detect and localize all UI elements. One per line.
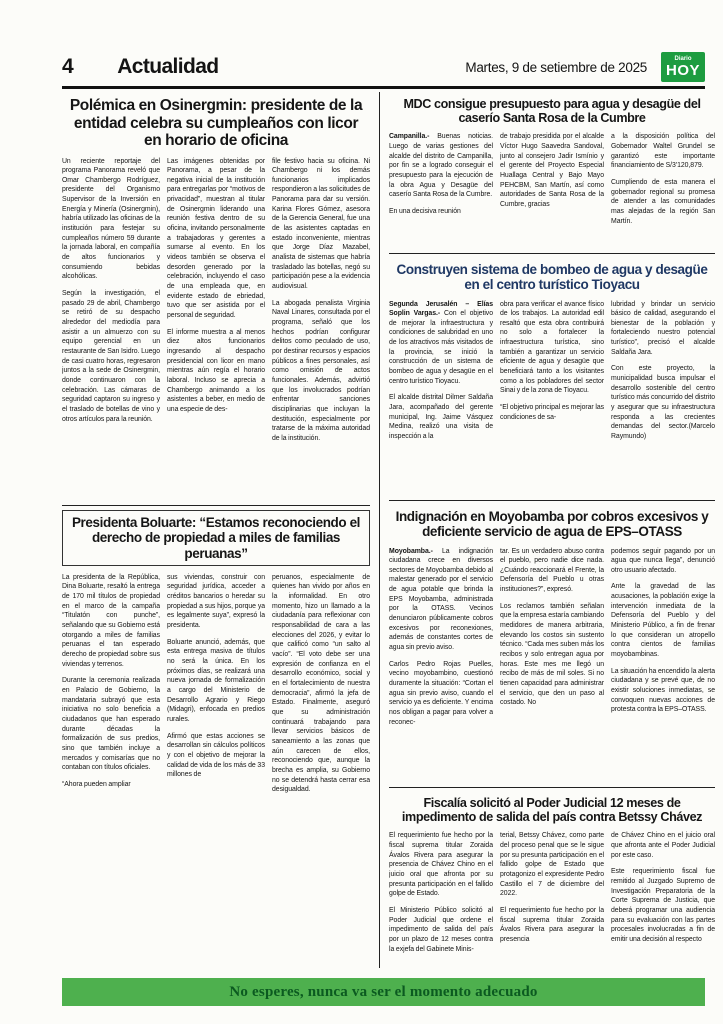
article-headline: Indignación en Moyobamba por cobros excesivos y deficiente servicio de agua de EPS–OTASS: [395, 509, 709, 540]
page-header: [62, 48, 705, 89]
article-column: [500, 300, 604, 442]
bottom-ad-banner: [62, 978, 705, 1006]
article-column: [167, 157, 265, 444]
paragraph: El requerimiento fue hecho por la fiscal suprema titular Zoraida Ávalos Rivera para asegurar la presencia: [500, 907, 604, 943]
paragraph: “Ahora pueden ampliar: [62, 780, 131, 788]
paragraph: Las imágenes obtenidas por Panorama, a pesar de la negativa inicial de la institución para entregarlas por “motivos de privacidad”, muestran al titular de Osinergmin liderando una reunión festiva dentro de su oficina, invitando personalmente a trabajadoras y gerentes a sumarse al evento. En los videos también se observa el desorden generado por la celebración, incluyendo el caso de una empleada que, en evidente estado de ebriedad, tuvo que ser asistida por el personal de seguridad.: [167, 157, 265, 319]
paragraph: de Chávez Chino en el juicio oral que afronta ante el Poder Judicial por este caso.: [611, 832, 715, 859]
paragraph: obra para verificar el avance físico de los trabajos. La autoridad edil resaltó que esta obra contribuirá no solo a fortalecer la infraestructura turística, sino también a garantizar un servicio eficiente de agua y desagüe que beneficiará tanto a los visitantes como a los pobladores del sector Sinai y de la zona de Tioyacu.: [500, 300, 604, 395]
paragraph: El alcalde distrital Dilmer Saldaña Jara, acompañado del gerente municipal, Ing. Jaime Vásquez Medina, realizó una visita de inspección a la: [389, 394, 493, 441]
paragraph: de trabajo presidida por el alcalde Víctor Hugo Saavedra Sandoval, junto al consejero Jadir Ismínio y el gerente del Proyecto Especial Huallaga Central y Bajo Mayo PEHCBM, San Martín, así como autoridades de Santa Rosa de la Cumbre, gracias: [500, 133, 604, 209]
paragraph: terial, Betssy Chávez, como parte del proceso penal que se le sigue por su presunta participación en el fallido golpe de Estado que protagonizo el expresidente Pedro Castillo el 7 de diciembre del 2022.: [500, 832, 604, 898]
paragraph: Ante la gravedad de las acusaciones, la población exige la intervención inmediata de la Defensoría del Pueblo y del Ministerio Público, a fin de frenar lo que consideran un atropello contra cientos de familias moyobambinas.: [611, 583, 715, 659]
article-column: [611, 547, 715, 728]
left-column: [62, 92, 380, 968]
article-body: [389, 300, 715, 442]
article-divider: [389, 500, 715, 501]
paragraph: Boluarte anunció, además, que esta entrega masiva de títulos no será la única. En los próximos días, se realizará una nueva jornada de formalización a cargo del Ministerio de Desarrollo Agrario y Riego (Midagri), enfocada en predios rurales.: [167, 638, 265, 723]
article-column: [272, 157, 370, 444]
article-headline: MDC consigue presupuesto para agua y desagüe del caserío Santa Rosa de la Cumbre: [403, 97, 701, 126]
article-body: [389, 831, 715, 954]
paragraph: La situación ha encendido la alerta ciudadana y se prevé que, de no existir soluciones inmediatas, se convoquen nuevas acciones de protesta contra la EPS–OTASS.: [611, 667, 715, 714]
article-column: [62, 573, 160, 795]
article-headline: Presidenta Boluarte: “Estamos reconociendo el derecho de propiedad a miles de familias peruanas”: [62, 510, 370, 566]
paragraph: Con este proyecto, la municipalidad busca impulsar el desarrollo sostenible del centro turístico más concurrido del distrito y asegurar que su infraestructura responda a las crecientes demandas del sector.(Marcelo Raymundo): [611, 365, 715, 441]
paragraph: file festivo hacia su oficina. Ni Chambergo ni los demás funcionarios implicados respondieron a las solicitudes de Panorama para dar su versión. Karina Flores Gómez, asesora de la Gerencia General, fue una de las asistentes captadas en estado inconveniente, mientras que Jorge Díaz Mazabel, analista de sistemas que habría trasladado las botellas, negó su participación pese a la evidencia audiovisual.: [272, 157, 370, 291]
article-body: [62, 157, 370, 444]
article-column: [389, 300, 493, 442]
article-column: [272, 573, 370, 795]
article-column: [611, 831, 715, 954]
article-column: [611, 300, 715, 442]
paragraph: Los reclamos también señalan que la empresa estaría cambiando medidores de manera arbitraria, elevando los costos sin sustento técnico. “Cada mes suben más los recibos y solo entregan agua por horas. Este mes me llegó un recibo de más de mil soles. Si no tienen capacidad para administrar el servicio, que den un paso al costado. No: [500, 602, 604, 707]
article-tioyacu: [389, 257, 715, 497]
paragraph: Durante la ceremonia realizada en Palacio de Gobierno, la mandataria subrayó que esta iniciativa no solo beneficia a ciudadanos que han esperado durante décadas la formalización de sus predios, sino que también incluye a mercados y comisarías que no contaban con títulos oficiales.: [62, 677, 160, 772]
paragraph: El informe muestra a al menos diez altos funcionarios ingresando al despacho presidencial con licor en mano mientras aún regía el horario laboral. Incluso se aprecia a Chambergo animando a los asistentes a beber, en medio de una especie de des-: [167, 328, 265, 413]
article-column: [500, 831, 604, 954]
paragraph: La presidenta de la República, Dina Boluarte, resaltó la entrega de 170 mil títulos de propiedad en el marco de la campaña “Titulatón con punche”, señalando que su Gobierno está otorgando a miles de familias peruanas el tan esperado derecho de propiedad sobre sus viviendas y terrenos.: [62, 573, 160, 668]
paragraph: Un reciente reportaje del programa Panorama reveló que Omar Chambergo Rodríguez, presidente del Organismo Supervisor de la Inversión en Energía y Minería (Osinergmin), habría utilizado las oficinas de la institución para festejar su cumpleaños número 59 durante la jornada laboral, en compañía de altos funcionarios y consumiendo bebidas alcohólicas.: [62, 157, 160, 281]
paragraph: Según la investigación, el pasado 29 de abril, Chambergo se retiró de su despacho alrededor del mediodía para asistir a un almuerzo con su equipo gerencial en un restaurante de San Isidro. Luego de casi cuatro horas, regresaron juntos a la sede de Osinergmin, donde continuaron con la celebración. Las cámaras de seguridad captaron su ingreso y el traslado de botellas de vino y otros artículos para la reunión.: [62, 290, 160, 423]
article-body: [389, 132, 715, 226]
paragraph: En una decisiva reunión: [389, 208, 461, 216]
logo-wordmark: HOY: [665, 62, 700, 79]
banner-slogan: No esperes, nunca va ser el momento adecuado: [229, 983, 538, 1000]
article-osinergmin: [62, 92, 370, 506]
paragraph: Moyobamba.- La indignación ciudadana crece en diversos sectores de Moyobamba debido al malestar generado por el servicio de agua potable que brinda la EPS Moyobamba, administrada por la OTASS. Vecinos denunciaron públicamente cobros excesivos por reconexiones, además de constantes cortes de agua sin previo aviso.: [389, 547, 493, 652]
article-column: [500, 547, 604, 728]
article-headline: Fiscalía solicitó al Poder Judicial 12 meses de impedimento de salida del país contra Betssy Chávez: [401, 796, 703, 825]
article-column: [167, 573, 265, 795]
page-number: 4: [62, 55, 74, 78]
article-fiscalia-betssy-chavez: [389, 791, 715, 968]
paragraph: El requerimiento fue hecho por la fiscal suprema titular Zoraida Ávalos Rivera para asegurar la presencia de Chávez Chino en el juicio oral que afronta por su presunta participación en el fallido golpe de Estado.: [389, 832, 493, 898]
article-mdc-santa-rosa: [389, 92, 715, 250]
article-divider: [389, 787, 715, 788]
paragraph: “El objetivo principal es mejorar las condiciones de sa-: [500, 404, 604, 421]
paragraph: Cumpliendo de esta manera el gobernador regional su promesa de atender a las comunidades mas alejadas de la región San Martín.: [611, 179, 715, 225]
article-body: [389, 547, 715, 728]
paragraph: podemos seguir pagando por un agua que nunca llega”, denunció otro usuario afectado.: [611, 547, 715, 574]
paragraph: Carlos Pedro Rojas Puelles, vecino moyobambino, cuestionó duramente la situación: “Cortan el agua sin previo aviso, cuando el servicio ya es deficiente. Y encima nos obligan a pagar para volver a reconec-: [389, 660, 493, 726]
logo-kicker: Diario: [674, 56, 692, 62]
paragraph: La abogada penalista Virginia Naval Linares, consultada por el programa, señaló que los hechos podrían configurar delitos como peculado de uso, por destinar recursos y espacios públicos a fines personales, así como omisión de actos funcionales. Además, advirtió que los involucrados podrían enfrentar sanciones disciplinarias que incluyan la destitución, especialmente por tratarse de la máxima autoridad de la institución.: [272, 299, 370, 442]
content-area: [62, 92, 715, 968]
article-column: [389, 547, 493, 728]
edition-date: Martes, 9 de setiembre de 2025: [465, 59, 647, 75]
article-column: [389, 831, 493, 954]
article-divider: [389, 253, 715, 254]
paragraph: peruanos, especialmente de quienes han vivido por años en la informalidad. En otro momento, hizo un llamado a la ciudadanía para reflexionar con responsabilidad de cara a las elecciones del 2026, y evitar lo que calificó como “un salto al vacío”. “El voto debe ser una expresión de confianza en el desarrollo económico, social y en el fortalecimiento de nuestra democracia”, afirmó la jefa de Estado. Finalmente, aseguró que su administración continuará trabajando para llevar servicios básicos de saneamiento a las zonas que aún carecen de ellos, reconociendo que, aunque la brecha es amplia, su Gobierno no se detendrá hasta cerrar esa desigualdad.: [272, 573, 370, 794]
paragraph: tar. Es un verdadero abuso contra el pueblo, pero nadie dice nada. ¿Cuándo reaccionará el Frente, la Defensoría del Pueblo u otras instituciones?”, expresó.: [500, 547, 604, 594]
article-boluarte-titulos: [62, 506, 370, 968]
article-body: [62, 573, 370, 795]
paragraph: Campanilla.- Buenas noticias. Luego de varias gestiones del alcalde del distrito de Campanilla, por fin se a logrado conseguir el presupuesto para la ejecución de la obra Agua y Desagüe del caserío Santa Rosa de la Cumbre.: [389, 133, 493, 199]
diario-hoy-logo: [661, 52, 705, 82]
paragraph: sus viviendas, construir con seguridad jurídica, acceder a créditos bancarios o heredar su propiedad a sus hijos, porque ya es legalmente suya”, expresó la presidenta.: [167, 573, 265, 630]
paragraph: El Ministerio Público solicitó al Poder Judicial que ordene el impedimento de salida del país por un plazo de 12 meses contra la exjefa del Gabinete Minis-: [389, 907, 493, 953]
article-moyobamba-eps: [389, 504, 715, 784]
paragraph: Este requerimiento fiscal fue remitido al Juzgado Supremo de Investigación Preparatoria de la Corte Suprema de Justicia, que deberá programar una audiencia para su evaluación con las partes procesales involucradas a fin de emitir una decisión al respecto: [611, 868, 715, 943]
paragraph: Segunda Jerusalén – Elías Soplin Vargas.- Con el objetivo de mejorar la infraestructura y condiciones de salubridad en uno de los atractivos más visitados de la provincia, se inició la construcción de un sistema de bombeo de agua y desagüe en el centro turístico Tioyacu.: [389, 300, 493, 385]
article-column: [62, 157, 160, 444]
section-title: Actualidad: [117, 55, 219, 78]
article-headline: Polémica en Osinergmin: presidente de la entidad celebra su cumpleaños con licor en horario de oficina: [69, 97, 363, 149]
paragraph: Afirmó que estas acciones se desarrollan sin cálculos políticos y con el objetivo de mejorar la calidad de vida de los más de 33 millones de: [167, 732, 265, 779]
article-column: [389, 132, 493, 226]
article-headline: Construyen sistema de bombeo de agua y desagüe en el centro turístico Tioyacu: [396, 262, 708, 293]
article-column: [611, 132, 715, 226]
paragraph: a la disposición política del Gobernador Waltel Grundel se garantizó este importante financiamiento de S/3'120,879.: [611, 133, 715, 170]
right-column: [380, 92, 715, 968]
paragraph: lubridad y brindar un servicio básico de calidad, asegurando el bienestar de la población y fortaleciendo nuestro potencial turístico”, precisó el alcalde Saldaña Jara.: [611, 300, 715, 356]
article-column: [500, 132, 604, 226]
